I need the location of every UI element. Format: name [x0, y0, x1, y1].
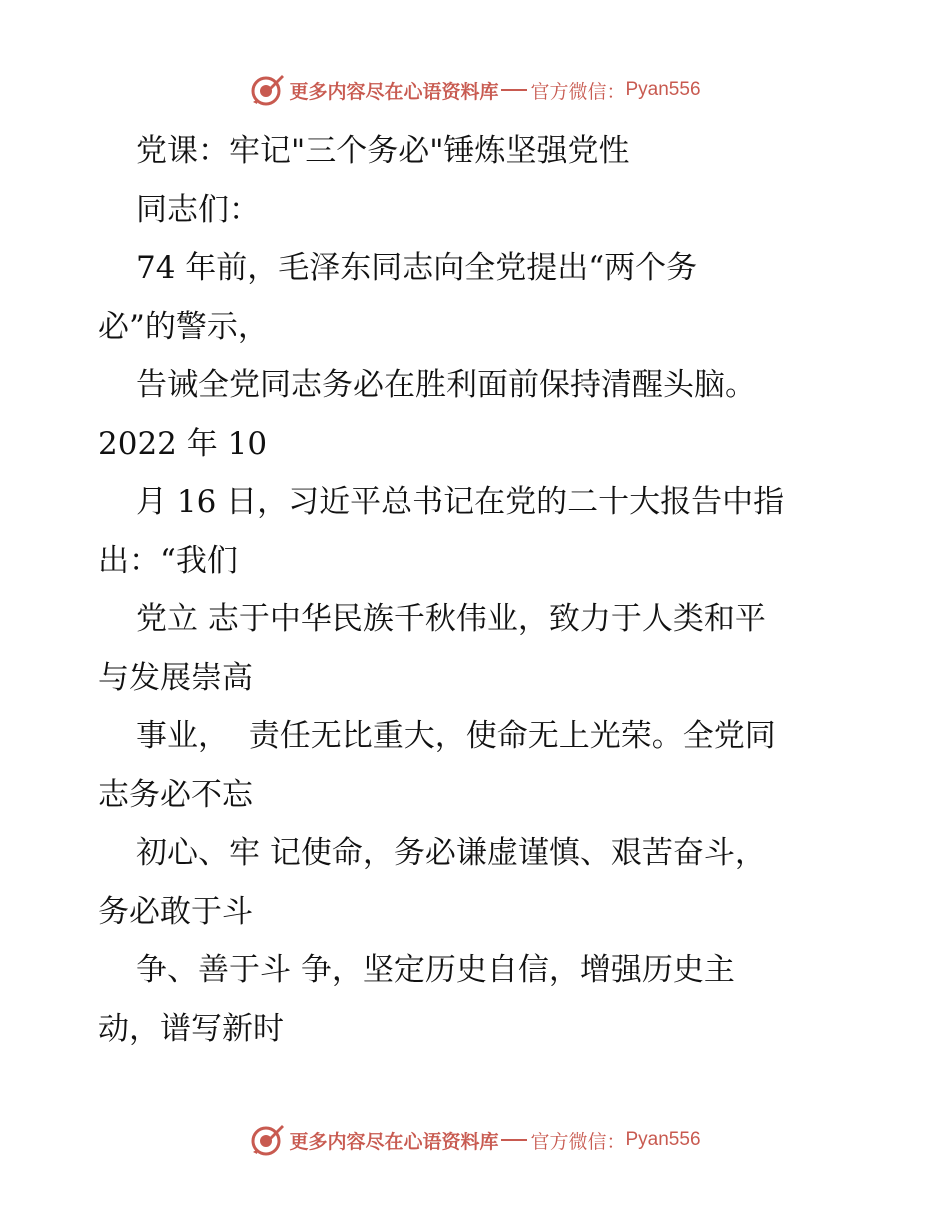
text-line: 党立 志于中华民族千秋伟业，致力于人类和平: [136, 601, 766, 637]
watermark-wechat-id: Pyan556: [625, 79, 701, 100]
text-line: 月 16 日，习近平总书记在党的二十大报告中指: [136, 484, 785, 520]
text-line: 动，谱写新时: [98, 1010, 284, 1047]
header-watermark: [0, 70, 950, 110]
pen-circle-logo-icon: [249, 1122, 285, 1158]
footer-watermark: [0, 1120, 950, 1160]
text-line: 与发展崇高: [98, 659, 253, 696]
watermark-dash: [501, 1139, 527, 1141]
text-line: 初心、牢 记使命，务必谦虚谨慎、艰苦奋斗，: [136, 835, 766, 871]
watermark-wechat-id: Pyan556: [625, 1129, 701, 1150]
text-line: 告诫全党同志务必在胜利面前保持清醒头脑。: [136, 367, 756, 403]
document-body: [98, 122, 858, 1058]
watermark-brand: 更多内容尽在心语资料库: [289, 80, 499, 103]
text-line: 2022 年 10: [98, 425, 268, 462]
watermark-wechat-label: 官方微信：: [530, 1130, 626, 1153]
text-line: 争、善于斗 争，坚定历史自信，增强历史主: [136, 952, 735, 988]
text-line: 出：“我们: [98, 542, 238, 579]
text-line: 74 年前，毛泽东同志向全党提出“两个务: [136, 250, 698, 286]
text-line: 志务必不忘: [98, 776, 253, 813]
document-title: 党课：牢记"三个务必"锤炼坚强党性: [136, 133, 630, 169]
text-line: 事业， 责任无比重大，使命无上光荣。全党同: [136, 718, 776, 754]
watermark-brand: 更多内容尽在心语资料库: [289, 1130, 499, 1153]
watermark-wechat-label: 官方微信：: [530, 80, 626, 103]
pen-circle-logo-icon: [249, 72, 285, 108]
text-line: 必”的警示，: [98, 308, 269, 345]
salutation: 同志们：: [136, 191, 260, 228]
watermark-dash: [501, 89, 527, 91]
text-line: 务必敢于斗: [98, 893, 253, 930]
